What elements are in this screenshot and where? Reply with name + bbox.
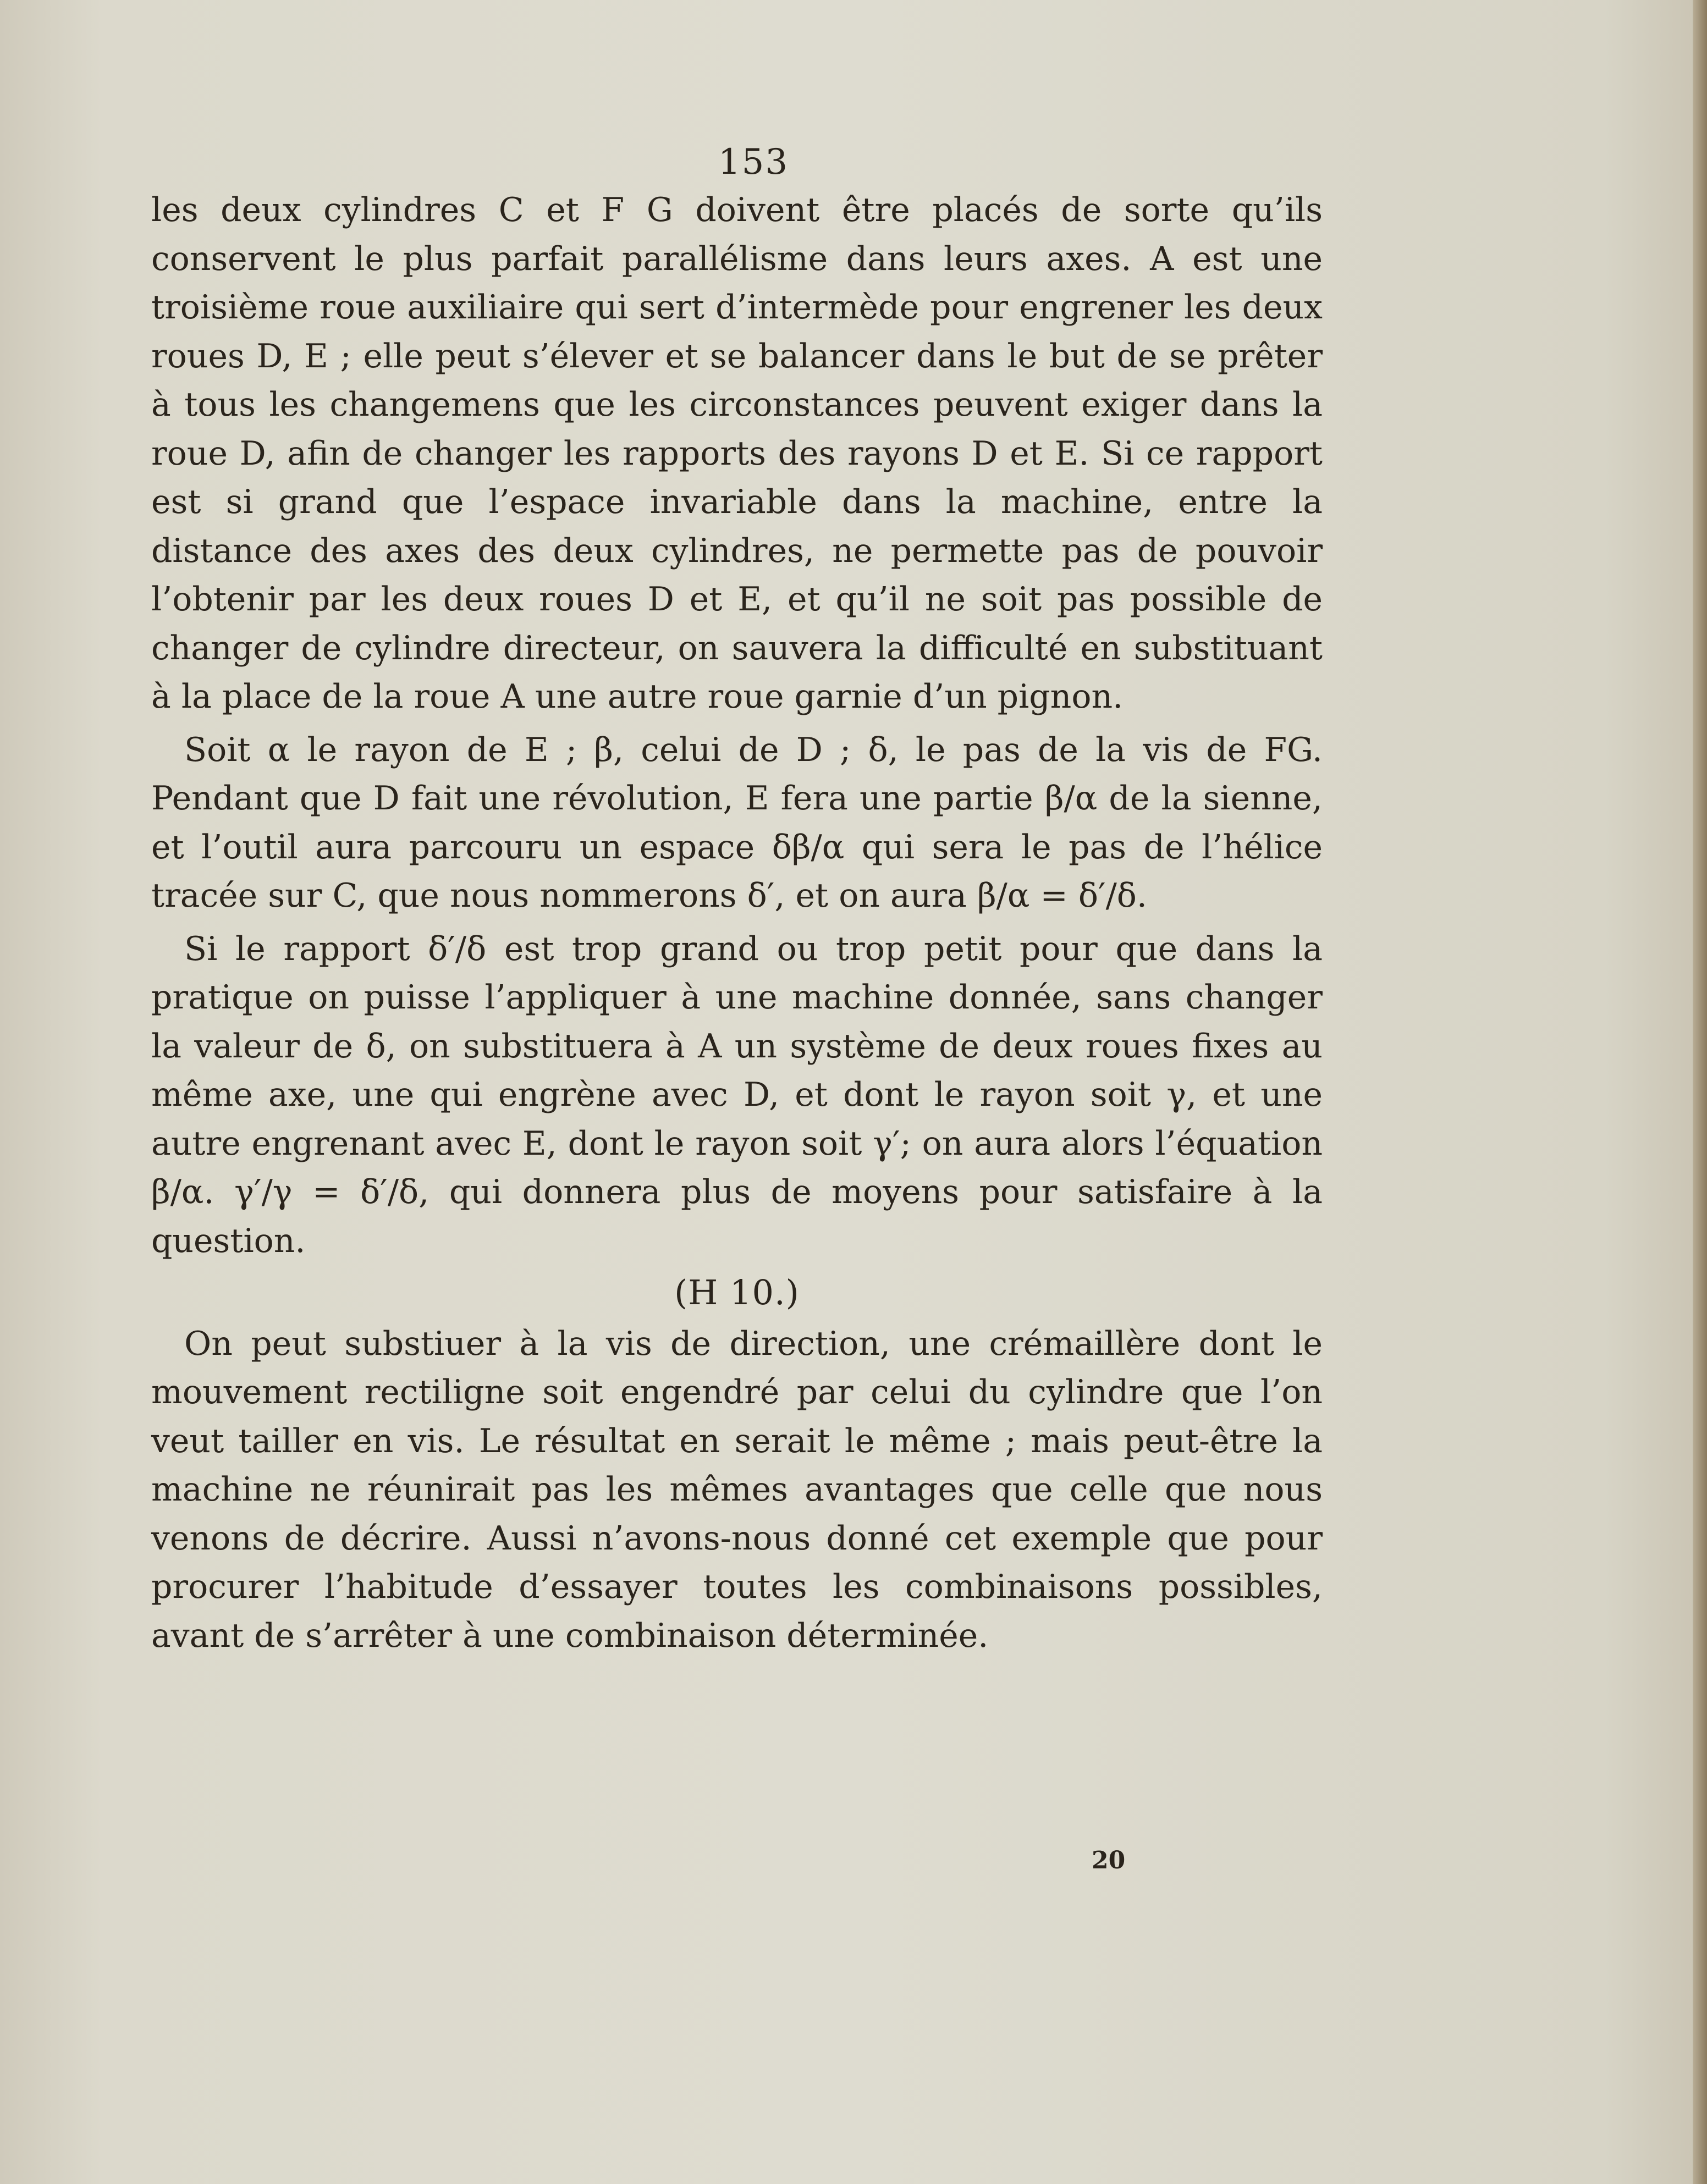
body-text [151,186,1323,1660]
paragraph-2: Soit α le rayon de E ; β, celui de D ; δ, le pas de la vis de FG. Pendant que D fait une révolution, E fera une partie β/α de la sienne, et l’outil aura parcouru un espace δβ/α qui sera le pas de l’hélice tracée sur C, que nous nommerons δ′, et on aura β/α = δ′/δ. [151,730,1323,915]
signature-mark: 20 [1092,1846,1126,1874]
page-number: 153 [718,142,789,183]
paragraph-3: Si le rapport δ′/δ est trop grand ou trop petit pour que dans la pratique on puisse l’appliquer à une machine donnée, sans changer la valeur de δ, on substituera à A un système de deux roues fixes au même axe, une qui engrène avec D, et dont le rayon soit γ, et une autre engrenant avec E, dont le rayon soit γ′; on aura alors l’équation β/α. γ′/γ = δ′/δ, qui donnera plus de moyens pour satisfaire à la question. [151,929,1323,1260]
page-edge [1693,0,1707,2184]
section-heading: (H 10.) [674,1272,800,1312]
paragraph-1: les deux cylindres C et F G doivent être placés de sorte qu’ils conservent le plus parfait parallélisme dans leurs axes. A est une troisième roue auxiliaire qui sert d’intermède pour engrener les deux roues D, E ; elle peut s’élever et se balancer dans le but de se prêter à tous les changemens que les circonstances peuvent exiger dans la roue D, afin de changer les rapports des rayons D et E. Si ce rapport est si grand que l’espace invariable dans la machine, entre la distance des axes des deux cylindres, ne permette pas de pouvoir l’obtenir par les deux roues D et E, et qu’il ne soit pas possible de changer de cylindre directeur, on sauvera la difficulté en substituant à la place de la roue A une autre roue garnie d’un pignon. [151,191,1323,716]
paragraph-4: On peut substiuer à la vis de direction, une crémaillère dont le mouvement rectiligne soit engendré par celui du cylindre que l’on veut tailler en vis. Le résultat en serait le même ; mais peut-être la machine ne réunirait pas les mêmes avantages que celle que nous venons de décrire. Aussi n’avons-nous donné cet exemple que pour procurer l’habitude d’essayer toutes les combinaisons possibles, avant de s’arrêter à une combinaison déterminée. [151,1324,1323,1655]
